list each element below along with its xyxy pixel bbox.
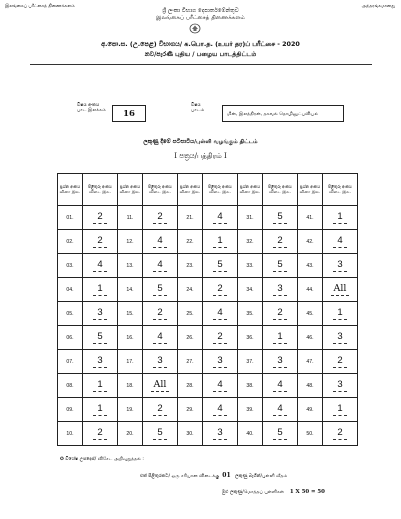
answer-value: 5 [93,332,106,344]
answer-value: 3 [273,284,286,296]
answer-cell [323,326,358,350]
answer-value: 4 [213,212,226,224]
question-number-header: ප්‍රශ්න අංකය வினா இல. [118,174,143,206]
subject-name: மின், இலத்திரன், தகவல் தொழினுட்பவியல் [227,111,319,117]
answer-value: 1 [333,404,346,416]
answer-cell [263,398,298,422]
question-number: 37. [238,350,263,374]
answer-cell [143,230,178,254]
answer-value: 3 [333,332,346,344]
answer-cell [143,278,178,302]
question-number: 46. [298,326,323,350]
answer-value: 5 [273,212,286,224]
question-number: 30. [178,422,203,446]
question-number: 32. [238,230,263,254]
answer-cell [263,206,298,230]
question-number: 11. [118,206,143,230]
answer-value: 3 [213,356,226,368]
answer-cell [203,374,238,398]
answer-cell [323,254,358,278]
answer-value: All [331,284,350,296]
subject-number-label [77,103,106,114]
subject-name-label-line2: பாடம் [191,108,205,114]
answer-value: 2 [93,212,106,224]
answer-value: 2 [153,308,166,320]
question-number: 43. [298,254,323,278]
answer-value: 4 [153,236,166,248]
answer-value: 3 [153,356,166,368]
question-number: 14. [118,278,143,302]
answer-cell [323,278,358,302]
table-row [58,206,358,230]
question-number: 15. [118,302,143,326]
answer-value: 4 [153,260,166,272]
answer-cell [263,230,298,254]
table-row [58,278,358,302]
subject-number: 16 [123,108,135,119]
answer-value: 4 [333,236,346,248]
answer-cell [263,326,298,350]
answer-table [57,173,358,446]
answer-cell [203,422,238,446]
paper-title: I පත්‍රය/பத்திரம் I [174,152,227,160]
answer-cell [263,350,298,374]
question-number: 26. [178,326,203,350]
table-row [58,302,358,326]
answer-value: 3 [93,308,106,320]
question-number: 02. [58,230,83,254]
title-sinhala: ශ්‍රී ලංකා විභාග දෙපාර්තමේන්තුව [162,8,239,14]
answer-value: 4 [93,260,106,272]
table-row [58,422,358,446]
answer-cell [203,206,238,230]
question-number: 50. [298,422,323,446]
answer-value: 4 [153,332,166,344]
answer-value: 2 [273,236,286,248]
answer-value: 1 [333,308,346,320]
answer-cell [83,326,118,350]
question-number: 03. [58,254,83,278]
answer-cell [143,254,178,278]
question-number: 38. [238,374,263,398]
subject-number-label-line2: பாட இலக்கம் [77,108,106,114]
question-number-header: ප්‍රශ්න අංකය வினா இல. [238,174,263,206]
answer-value: 5 [153,284,166,296]
table-row [58,230,358,254]
answer-number-header: පිළිතුරු අංකය விடை இல. [263,174,298,206]
answer-value: 1 [213,236,226,248]
answer-number-header: පිළිතුරු අංකය விடை இல. [143,174,178,206]
question-number: 39. [238,398,263,422]
question-number: 20. [118,422,143,446]
table-row [58,350,358,374]
answer-cell [83,422,118,446]
answer-cell [323,302,358,326]
table-header-row [58,174,358,206]
question-number: 44. [298,278,323,302]
question-number: 40. [238,422,263,446]
answer-value: 2 [333,356,346,368]
answer-value: All [151,380,170,392]
answer-cell [203,302,238,326]
total-marks-value: 1 X 50 = 50 [289,489,325,495]
answer-cell [83,206,118,230]
question-number-header: ප්‍රශ්න අංකය வினா இல. [298,174,323,206]
question-number: 31. [238,206,263,230]
answer-value: 2 [213,284,226,296]
question-number: 22. [178,230,203,254]
answer-cell [323,374,358,398]
question-number: 09. [58,398,83,422]
question-number: 05. [58,302,83,326]
answer-cell [263,278,298,302]
question-number: 13. [118,254,143,278]
answer-value: 4 [273,380,286,392]
question-number: 36. [238,326,263,350]
question-number: 18. [118,374,143,398]
subject-name-box [222,105,344,122]
answer-cell [203,278,238,302]
question-number: 07. [58,350,83,374]
answer-cell [263,422,298,446]
answer-cell [203,254,238,278]
question-number: 21. [178,206,203,230]
total-marks-label: මුළු ලකුණු/மொத்தப் புள்ளிகள் [222,490,285,495]
answer-cell [323,206,358,230]
answer-value: 3 [333,380,346,392]
per-answer-line [140,472,287,479]
answer-value: 5 [153,428,166,440]
question-number: 23. [178,254,203,278]
question-number: 25. [178,302,203,326]
answer-cell [83,278,118,302]
subject-number-box [112,105,146,122]
question-number: 24. [178,278,203,302]
question-number: 42. [298,230,323,254]
answer-cell [83,254,118,278]
answer-value: 1 [93,380,106,392]
answer-cell [323,230,358,254]
answer-cell [143,326,178,350]
answer-value: 1 [93,284,106,296]
question-number: 34. [238,278,263,302]
answer-cell [323,350,358,374]
question-number: 19. [118,398,143,422]
answer-value: 3 [273,356,286,368]
answer-number-header: පිළිතුරු අංකය விடை இல. [323,174,358,206]
answer-cell [143,302,178,326]
question-number: 16. [118,326,143,350]
answer-value: 2 [93,428,106,440]
table-row [58,326,358,350]
answer-value: 1 [273,332,286,344]
answer-cell [83,374,118,398]
answer-cell [143,350,178,374]
confidential-label: அந்தரங்கமானது [361,4,395,9]
question-number: 27. [178,350,203,374]
answer-value: 4 [213,404,226,416]
answer-cell [143,374,178,398]
question-number: 48. [298,374,323,398]
question-number: 49. [298,398,323,422]
syllabus-line: නව/පැරණි புதிய / பழைய பாடத்திட்டம் [144,51,257,58]
answer-cell [83,302,118,326]
answer-cell [203,350,238,374]
per-answer-tail: ලකුණු බැගින්/புள்ளி வீதம் [235,474,288,479]
answer-cell [263,374,298,398]
subject-number-label-line1: විෂය අංකය [77,103,100,108]
answer-value: 2 [93,236,106,248]
per-answer-value: 01 [222,472,231,479]
answer-value: 1 [93,404,106,416]
answer-cell [143,398,178,422]
answer-value: 2 [213,332,226,344]
table-row [58,254,358,278]
answer-cell [83,230,118,254]
question-number: 12. [118,230,143,254]
answer-cell [83,398,118,422]
question-number: 17. [118,350,143,374]
answer-cell [143,422,178,446]
marking-scheme-title: ලකුණු දීමේ පටිපාටිය/புள்ளி வழங்கும் திட்டம் [143,139,258,145]
answer-value: 4 [213,380,226,392]
total-marks-line [222,489,325,495]
question-number: 10. [58,422,83,446]
table-row [58,398,358,422]
answer-value: 2 [153,404,166,416]
question-number: 08. [58,374,83,398]
answer-value: 5 [273,428,286,440]
answer-cell [203,326,238,350]
answer-cell [143,206,178,230]
question-number: 41. [298,206,323,230]
table-row [58,374,358,398]
question-number: 47. [298,350,323,374]
answer-cell [83,350,118,374]
answer-cell [263,302,298,326]
answer-cell [203,230,238,254]
answer-cell [323,422,358,446]
answer-value: 4 [213,308,226,320]
answer-value: 5 [213,260,226,272]
answer-value: 5 [273,260,286,272]
question-number: 28. [178,374,203,398]
question-number-header: ප්‍රශ්න අංකය வினா இல. [58,174,83,206]
question-number: 33. [238,254,263,278]
header-divider [30,64,372,65]
answer-value: 3 [333,260,346,272]
header-left-text: இலங்கைப் பரீட்சைத் திணைக்களம் [5,4,75,9]
answer-value: 2 [273,308,286,320]
subject-name-label [191,103,204,114]
answer-cell [323,398,358,422]
answer-cell [263,254,298,278]
special-instruction: ✪ විශේෂ උපදෙස්/ விசேட அறிவுறுத்தல் : [60,457,144,462]
question-number: 01. [58,206,83,230]
question-number: 04. [58,278,83,302]
answer-value: 1 [333,212,346,224]
title-tamil: இலங்கைப் பரீட்சைத் திணைக்களம் [156,15,245,21]
question-number: 06. [58,326,83,350]
department-emblem-icon [189,23,201,34]
answer-cell [203,398,238,422]
question-number: 35. [238,302,263,326]
answer-value: 3 [213,428,226,440]
answer-value: 4 [273,404,286,416]
exam-title: අ.පො.ස. (උ.පෙළ) විභාගය/ க.பொ.த. (உயர் தர)ப் பரீட்சை - 2020 [101,40,300,48]
answer-value: 2 [333,428,346,440]
question-number-header: ප්‍රශ්න අංකය வினா இல. [178,174,203,206]
per-answer-label: එක් පිළිතුරකට/ ஒரு சரியான விடைக்கு [140,474,220,479]
question-number: 45. [298,302,323,326]
subject-name-label-line1: විෂය [191,103,201,108]
answer-number-header: පිළිතුරු අංකය விடை இல. [203,174,238,206]
answer-value: 3 [93,356,106,368]
answer-value: 2 [153,212,166,224]
question-number: 29. [178,398,203,422]
answer-number-header: පිළිතුරු අංකය விடை இல. [83,174,118,206]
